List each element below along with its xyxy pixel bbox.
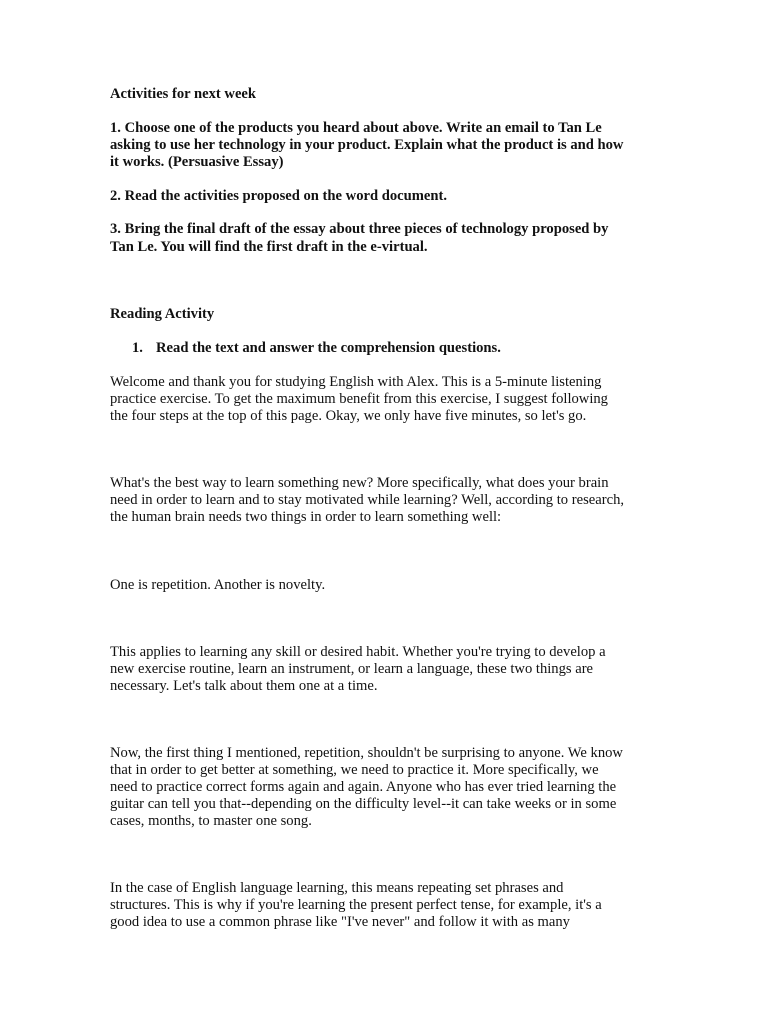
paragraph-line: need to practice correct forms again and again. Anyone who has ever tried learning the: [110, 779, 617, 795]
paragraph-line: What's the best way to learn something new? More specifically, what does your brain: [110, 475, 609, 491]
paragraph-line: In the case of English language learning, this means repeating set phrases and: [110, 880, 564, 896]
paragraph-line: the four steps at the top of this page. Okay, we only have five minutes, so let's go.: [110, 408, 587, 424]
reading-heading: Reading Activity: [110, 306, 215, 322]
paragraph-line: This applies to learning any skill or desired habit. Whether you're trying to develop a: [110, 644, 606, 660]
paragraph-line: Welcome and thank you for studying English with Alex. This is a 5-minute listening: [110, 374, 602, 390]
paragraph-line: necessary. Let's talk about them one at a time.: [110, 678, 378, 694]
activity-item-1-line: asking to use her technology in your product. Explain what the product is and how: [110, 137, 624, 153]
activity-item-3-line: Tan Le. You will find the first draft in the e-virtual.: [110, 239, 428, 255]
paragraph-line: good idea to use a common phrase like "I've never" and follow it with as many: [110, 914, 570, 930]
activity-item-3-line: 3. Bring the final draft of the essay about three pieces of technology proposed by: [110, 221, 609, 237]
paragraph-line: practice exercise. To get the maximum benefit from this exercise, I suggest following: [110, 391, 608, 407]
paragraph-line: cases, months, to master one song.: [110, 813, 312, 829]
activities-heading: Activities for next week: [110, 86, 257, 102]
paragraph-line: that in order to get better at something, we need to practice it. More specifically, we: [110, 762, 599, 778]
paragraph-line: structures. This is why if you're learning the present perfect tense, for example, it's a: [110, 897, 602, 913]
instruction-number: 1.: [132, 340, 143, 356]
paragraph-line: One is repetition. Another is novelty.: [110, 577, 326, 593]
paragraph-line: new exercise routine, learn an instrument, or learn a language, these two things are: [110, 661, 594, 677]
activity-item-1-line: it works. (Persuasive Essay): [110, 154, 284, 170]
activity-item-2-line: 2. Read the activities proposed on the word document.: [110, 188, 448, 204]
paragraph-line: need in order to learn and to stay motivated while learning? Well, according to research,: [110, 492, 625, 508]
paragraph-line: Now, the first thing I mentioned, repetition, shouldn't be surprising to anyone. We know: [110, 745, 623, 761]
activity-item-1-line: 1. Choose one of the products you heard about above. Write an email to Tan Le: [110, 120, 602, 136]
paragraph-line: guitar can tell you that--depending on the difficulty level--it can take weeks or in some: [110, 796, 617, 812]
paragraph-line: the human brain needs two things in order to learn something well:: [110, 509, 502, 525]
instruction-text: Read the text and answer the comprehension questions.: [156, 340, 501, 356]
